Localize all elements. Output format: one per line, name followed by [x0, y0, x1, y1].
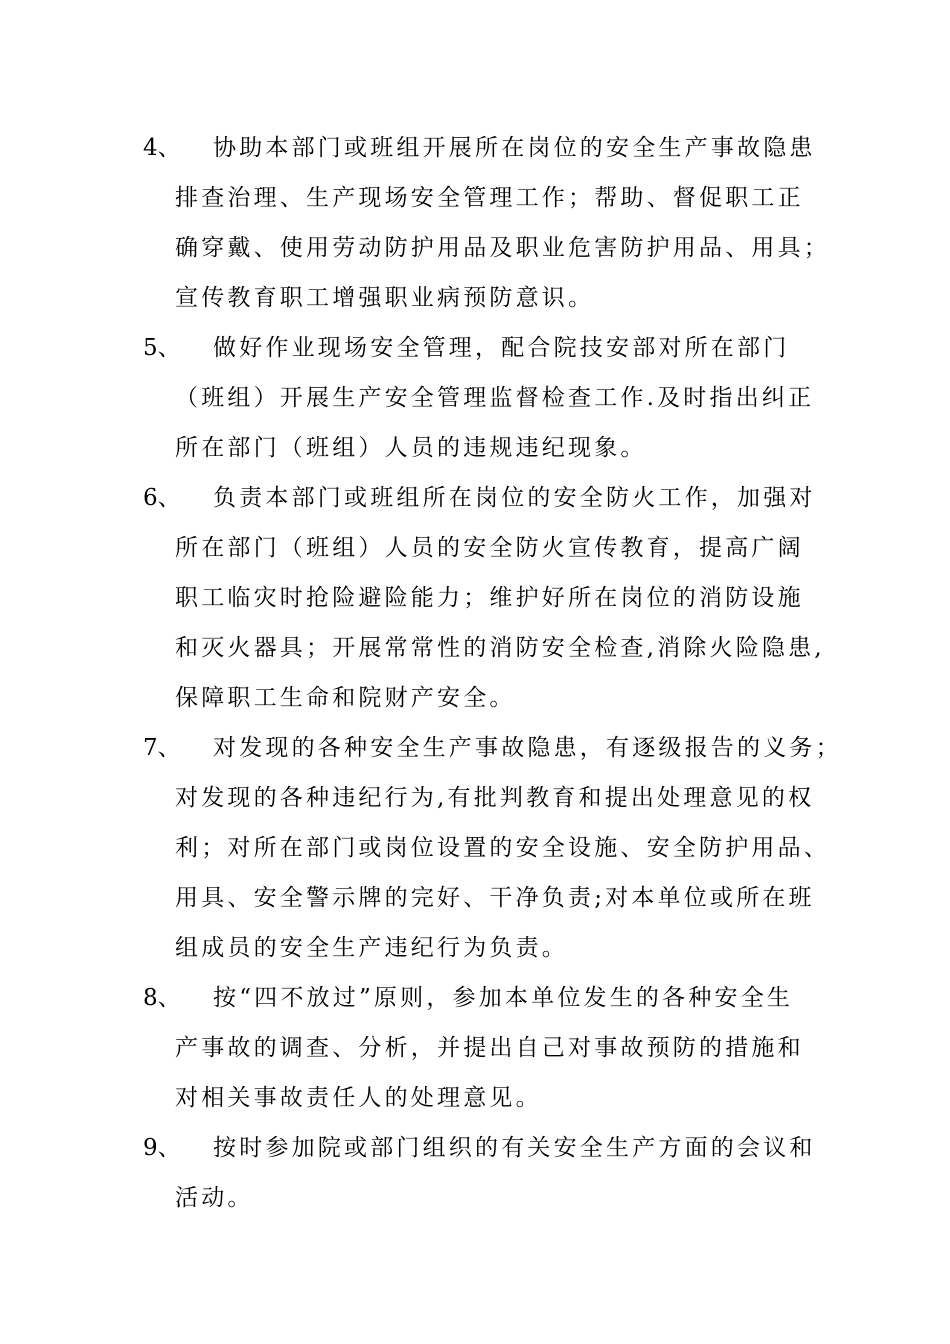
- item-text-line: 利；对所在部门或岗位设置的安全设施、安全防护用品、: [175, 835, 830, 861]
- item-text-line: 对发现的各种违纪行为,有批判教育和提出处理意见的权: [175, 785, 815, 811]
- item-text-line: 活动。: [175, 1185, 254, 1211]
- item-number: 9、: [143, 1135, 181, 1161]
- item-text-line: 宣传教育职工增强职业病预防意识。: [175, 285, 595, 311]
- item-text-line: 按时参加院或部门组织的有关安全生产方面的会议和: [213, 1135, 816, 1161]
- item-number: 4、: [143, 135, 181, 161]
- item-text-line: 负责本部门或班组所在岗位的安全防火工作，加强对: [213, 485, 816, 511]
- item-text-line: 协助本部门或班组开展所在岗位的安全生产事故隐患: [213, 135, 816, 161]
- item-text-line: 排查治理、生产现场安全管理工作；帮助、督促职工正: [175, 185, 804, 211]
- item-number: 5、: [143, 335, 181, 361]
- item-number: 6、: [143, 485, 181, 511]
- item-text-line: （班组）开展生产安全管理监督检查工作.及时指出纠正: [175, 385, 815, 411]
- item-text-line: 产事故的调查、分析，并提出自己对事故预防的措施和: [175, 1035, 804, 1061]
- item-number: 8、: [143, 985, 181, 1011]
- item-number: 7、: [143, 735, 181, 761]
- item-text-line: 对发现的各种安全生产事故隐患，有逐级报告的义务；: [213, 735, 842, 761]
- item-text-line: 保障职工生命和院财产安全。: [175, 685, 516, 711]
- item-text-line: 确穿戴、使用劳动防护用品及职业危害防护用品、用具；: [175, 235, 830, 261]
- item-text-line: 对相关事故责任人的处理意见。: [175, 1085, 542, 1111]
- item-text-line: 职工临灾时抢险避险能力；维护好所在岗位的消防设施: [175, 585, 804, 611]
- item-text-line: 按“四不放过”原则，参加本单位发生的各种安全生: [213, 985, 794, 1011]
- item-text-line: 用具、安全警示牌的完好、干净负责;对本单位或所在班: [175, 885, 815, 911]
- item-text-line: 组成员的安全生产违纪行为负责。: [175, 935, 568, 961]
- item-text-line: 所在部门（班组）人员的安全防火宣传教育，提高广阔: [175, 535, 804, 561]
- item-text-line: 和灭火器具；开展常常性的消防安全检查,消除火险隐患,: [175, 635, 825, 661]
- item-text-line: 做好作业现场安全管理，配合院技安部对所在部门: [213, 335, 790, 361]
- item-text-line: 所在部门（班组）人员的违规违纪现象。: [175, 435, 647, 461]
